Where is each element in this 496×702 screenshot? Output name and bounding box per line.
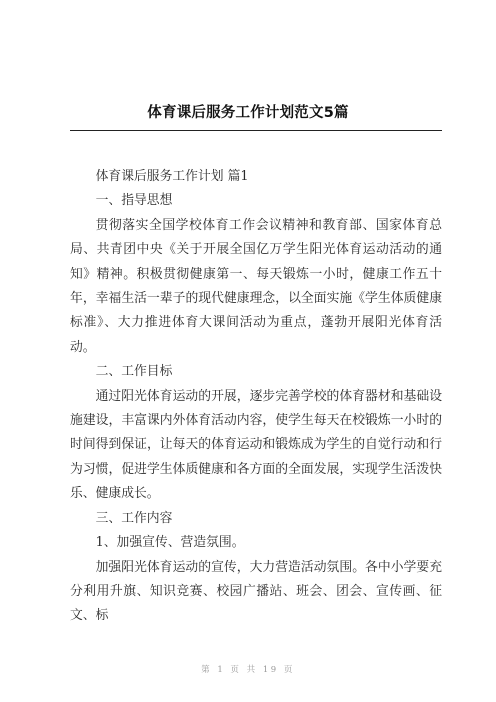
document-body (70, 165, 442, 629)
page-number-footer: 第 1 页 共 19 页 (201, 665, 295, 675)
body-paragraph: 加强阳光体育运动的宣传，大力营造活动氛围。各中小学要充分利用升旗、知识竞赛、校园广播站、班会、团会、宣传画、征文、标 (70, 559, 442, 624)
section-heading: 一、指导思想 (95, 193, 173, 209)
section-heading: 体育课后服务工作计划 篇1 (95, 169, 249, 184)
section-heading: 二、工作目标 (95, 364, 173, 380)
section-heading: 三、工作内容 (95, 510, 173, 526)
body-paragraph: 贯彻落实全国学校体育工作会议精神和教育部、国家体育总局、共青团中央《关于开展全国亿万学生阳光体育运动活动的通知》精神。积极贯彻健康第一、每天锻炼一小时，健康工作五十年，幸福生活一辈子的现代健康理念，以全面实施《学生体质健康标准》、大力推进体育大课间活动为重点，蓬勃开展阳光体育活动。 (70, 217, 442, 355)
sub-heading: 1、加强宣传、营造氛围。 (95, 535, 245, 551)
body-paragraph: 通过阳光体育运动的开展，逐步完善学校的体育器材和基础设施建设，丰富课内外体育活动内容，使学生每天在校锻炼一小时的时间得到保证，让每天的体育运动和锻炼成为学生的自觉行动和行为习惯，促进学生体质健康和各方面的全面发展，实现学生活泼快乐、健康成长。 (70, 388, 442, 502)
title-divider (70, 130, 442, 131)
document-title: 体育课后服务工作计划范文5篇 (147, 105, 349, 121)
